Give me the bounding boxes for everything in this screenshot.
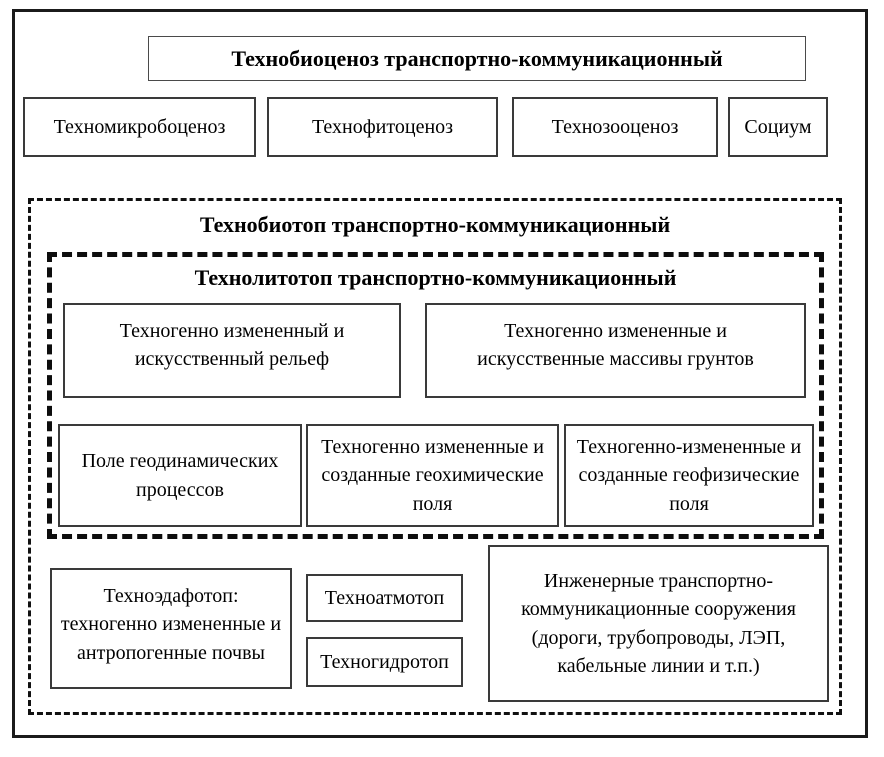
- technoatmotope-box: Техноатмотоп: [306, 574, 463, 622]
- technobiocenosis-title-box: Технобиоценоз транспортно-коммуникационный: [148, 36, 806, 81]
- technobiotope-title: Технобиотоп транспортно-коммуникационный: [199, 212, 671, 237]
- technoedaphotope-box: Техноэдафотоп: техногенно измененные и антропогенные почвы: [50, 568, 292, 689]
- technohydrotope-box: Техногидротоп: [306, 637, 463, 687]
- geophysical-fields-box: Техногенно-измененные и созданные геофизические поля: [564, 424, 814, 527]
- geochemical-fields-box: Техногенно измененные и созданные геохимические поля: [306, 424, 559, 527]
- technophytocenosis-box: Технофитоценоз: [267, 97, 498, 157]
- geodynamic-fields-box: Поле геодинамических процессов: [58, 424, 302, 527]
- technozoocenosis-box: Технозооценоз: [512, 97, 718, 157]
- socium-box: Социум: [728, 97, 828, 157]
- soil-masses-box: Техногенно измененные и искусственные массивы грунтов: [425, 303, 806, 398]
- technolithotope-title: Технолитотоп транспортно-коммуникационный: [194, 265, 677, 290]
- technomicrobocenosis-box: Техномикробоценоз: [23, 97, 256, 157]
- relief-box: Техногенно измененный и искусственный рельеф: [63, 303, 401, 398]
- engineering-structures-box: Инженерные транспортно-коммуникационные сооружения (дороги, трубопроводы, ЛЭП, кабельные линии и т.п.): [488, 545, 829, 702]
